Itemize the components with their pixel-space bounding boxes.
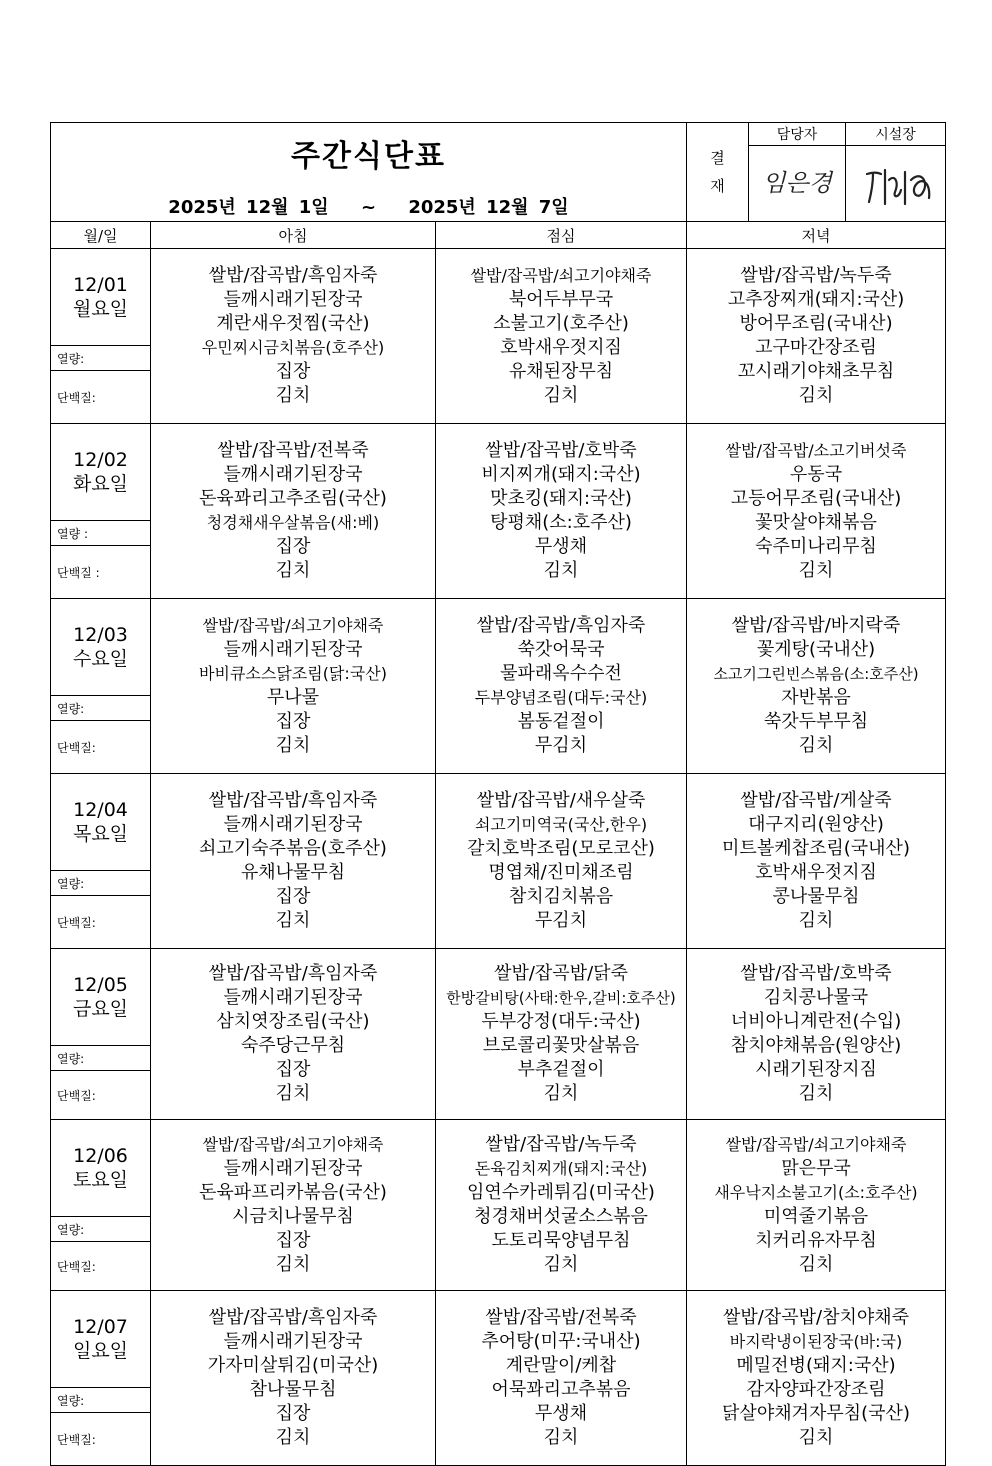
- day-date: 12/02: [73, 449, 128, 471]
- breakfast-menu-item: 김치: [275, 385, 311, 406]
- lunch-menu-item: 참치김치볶음: [508, 886, 614, 907]
- approval-label-1: 결: [710, 149, 725, 167]
- breakfast-menu-item: 우민찌시금치볶음(호주산): [201, 338, 385, 357]
- lunch-menu-item: 계란말이/케찹: [505, 1355, 617, 1376]
- dinner-menu-item: 참치야채볶음(원양산): [730, 1035, 902, 1056]
- dinner-menu-item: 미트볼케찹조림(국내산): [722, 838, 910, 859]
- dinner-menu-item: 우동국: [789, 464, 843, 485]
- dinner-menu-item: 꽃게탕(국내산): [756, 639, 876, 660]
- approval-label: [687, 123, 749, 222]
- day-date: 12/06: [73, 1145, 128, 1167]
- lunch-menu-item: 쌀밥/잡곡밥/녹두죽: [485, 1134, 637, 1155]
- role-manager: 담당자: [749, 123, 846, 146]
- breakfast-menu-item: 들깨시래기된장국: [223, 289, 363, 310]
- breakfast-menu-item: 계란새우젓찜(국산): [216, 313, 370, 334]
- lunch-menu-cell: [436, 599, 687, 774]
- dinner-menu-item: 호박새우젓지짐: [755, 862, 877, 883]
- dinner-menu-item: 김치: [798, 560, 834, 581]
- lunch-menu-item: 맛초킹(돼지:국산): [490, 488, 632, 509]
- breakfast-menu-cell: [151, 1291, 436, 1466]
- col-date: 월/일: [51, 222, 151, 249]
- lunch-menu-cell: [436, 249, 687, 424]
- breakfast-menu-item: 김치: [275, 1083, 311, 1104]
- breakfast-menu-cell: [151, 774, 436, 949]
- lunch-menu-cell: [436, 424, 687, 599]
- lunch-menu-item: 비지찌개(돼지:국산): [481, 464, 641, 485]
- approval-label-2: 재: [710, 177, 725, 195]
- day-date-cell: [51, 424, 151, 521]
- manager-signature: [749, 146, 846, 222]
- dinner-menu-cell: [687, 774, 946, 949]
- protein-label: 단백질:: [51, 1071, 151, 1120]
- breakfast-menu-item: 쌀밥/잡곡밥/흑임자죽: [208, 790, 378, 811]
- dinner-menu-item: 콩나물무침: [772, 886, 860, 907]
- lunch-menu-item: 부추겉절이: [517, 1059, 605, 1080]
- day-weekday: 화요일: [72, 473, 129, 495]
- breakfast-menu-item: 가자미살튀김(미국산): [207, 1355, 379, 1376]
- day-date-cell: [51, 599, 151, 696]
- period-start: 2025년 12월 1일: [168, 197, 329, 218]
- dinner-menu-item: 쌀밥/잡곡밥/녹두죽: [740, 265, 892, 286]
- dinner-menu-item: 꼬시래기야채초무침: [737, 361, 895, 382]
- lunch-menu-item: 임연수카레튀김(미국산): [467, 1182, 655, 1203]
- dinner-menu-item: 메밀전병(돼지:국산): [736, 1355, 896, 1376]
- breakfast-menu-item: 쌀밥/잡곡밥/전복죽: [217, 440, 369, 461]
- breakfast-menu-item: 참나물무침: [249, 1379, 337, 1400]
- breakfast-menu-item: 들깨시래기된장국: [223, 1331, 363, 1352]
- breakfast-menu-item: 쌀밥/잡곡밥/쇠고기야채죽: [202, 616, 384, 635]
- breakfast-menu-item: 돈육파프리카볶음(국산): [199, 1182, 387, 1203]
- dinner-menu-item: 김치: [798, 1083, 834, 1104]
- calorie-label: 열량 :: [51, 521, 151, 546]
- lunch-menu-item: 유채된장무침: [508, 361, 614, 382]
- breakfast-menu-item: 집장: [275, 1403, 311, 1424]
- lunch-menu-item: 소불고기(호주산): [493, 313, 629, 334]
- dinner-menu-item: 쌀밥/잡곡밥/참치야채죽: [723, 1307, 910, 1328]
- lunch-menu-item: 무김치: [534, 735, 588, 756]
- lunch-menu-cell: [436, 1120, 687, 1291]
- calorie-label: 열량:: [51, 1217, 151, 1242]
- day-date-cell: [51, 1120, 151, 1217]
- director-signature: [846, 146, 946, 222]
- day-date: 12/07: [73, 1316, 128, 1338]
- day-date-cell: [51, 774, 151, 871]
- day-date: 12/01: [73, 274, 128, 296]
- dinner-menu-item: 맑은무국: [781, 1158, 851, 1179]
- dinner-menu-item: 바지락냉이된장국(바:국): [729, 1332, 903, 1351]
- col-dinner: 저녁: [687, 222, 946, 249]
- breakfast-menu-item: 숙주당근무침: [240, 1035, 346, 1056]
- dinner-menu-item: 닭살야채겨자무침(국산): [722, 1403, 910, 1424]
- day-row: [51, 774, 946, 871]
- lunch-menu-item: 쌀밥/잡곡밥/호박죽: [485, 440, 637, 461]
- lunch-menu-item: 도토리묵양념무침: [491, 1230, 631, 1251]
- day-row: [51, 424, 946, 521]
- breakfast-menu-item: 무나물: [266, 687, 320, 708]
- dinner-menu-item: 새우낙지소불고기(소:호주산): [714, 1183, 918, 1202]
- svg-text:임은경: 임은경: [762, 168, 832, 197]
- breakfast-menu-item: 청경채새우살볶음(새:베): [206, 513, 380, 532]
- breakfast-menu-item: 들깨시래기된장국: [223, 1158, 363, 1179]
- lunch-menu-item: 김치: [543, 1254, 579, 1275]
- menu-period: [51, 193, 686, 219]
- breakfast-menu-item: 들깨시래기된장국: [223, 639, 363, 660]
- breakfast-menu-item: 집장: [275, 1059, 311, 1080]
- lunch-menu-item: 두부강정(대두:국산): [481, 1011, 641, 1032]
- dinner-menu-item: 김치: [798, 735, 834, 756]
- breakfast-menu-item: 집장: [275, 886, 311, 907]
- lunch-menu-item: 쇠고기미역국(국산,한우): [474, 815, 648, 834]
- dinner-menu-item: 미역줄기볶음: [763, 1206, 869, 1227]
- dinner-menu-item: 쌀밥/잡곡밥/호박죽: [740, 963, 892, 984]
- breakfast-menu-cell: [151, 599, 436, 774]
- breakfast-menu-item: 쌀밥/잡곡밥/흑임자죽: [208, 963, 378, 984]
- protein-label: 단백질:: [51, 896, 151, 949]
- dinner-menu-item: 쌀밥/잡곡밥/바지락죽: [731, 615, 901, 636]
- period-separator: ~: [360, 197, 377, 218]
- lunch-menu-item: 한방갈비탕(사태:한우,갈비:호주산): [446, 989, 676, 1007]
- weekly-menu-table: [50, 122, 946, 1466]
- breakfast-menu-item: 김치: [275, 910, 311, 931]
- breakfast-menu-cell: [151, 249, 436, 424]
- breakfast-menu-cell: [151, 1120, 436, 1291]
- lunch-menu-item: 북어두부무국: [508, 289, 614, 310]
- lunch-menu-item: 김치: [543, 385, 579, 406]
- dinner-menu-item: 김치: [798, 910, 834, 931]
- breakfast-menu-item: 집장: [275, 711, 311, 732]
- dinner-menu-item: 김치: [798, 1427, 834, 1448]
- lunch-menu-item: 호박새우젓지짐: [500, 337, 622, 358]
- day-row: [51, 1291, 946, 1388]
- breakfast-menu-item: 시금치나물무침: [232, 1206, 354, 1227]
- day-row: [51, 949, 946, 1046]
- lunch-menu-item: 물파래옥수수전: [500, 663, 622, 684]
- day-date-cell: [51, 949, 151, 1046]
- breakfast-menu-item: 쇠고기숙주볶음(호주산): [199, 838, 387, 859]
- breakfast-menu-item: 김치: [275, 735, 311, 756]
- breakfast-menu-item: 쌀밥/잡곡밥/쇠고기야채죽: [202, 1135, 384, 1154]
- breakfast-menu-item: 들깨시래기된장국: [223, 814, 363, 835]
- lunch-menu-cell: [436, 1291, 687, 1466]
- lunch-menu-item: 김치: [543, 1083, 579, 1104]
- lunch-menu-item: 쌀밥/잡곡밥/전복죽: [485, 1307, 637, 1328]
- breakfast-menu-item: 돈육꽈리고추조림(국산): [199, 488, 387, 509]
- lunch-menu-item: 청경채버섯굴소스볶음: [474, 1206, 648, 1227]
- lunch-menu-item: 돈육김치찌개(돼지:국산): [474, 1159, 648, 1178]
- breakfast-menu-item: 유채나물무침: [240, 862, 346, 883]
- day-weekday: 일요일: [72, 1340, 129, 1362]
- lunch-menu-item: 무생채: [534, 1403, 588, 1424]
- breakfast-menu-item: 집장: [275, 1230, 311, 1251]
- dinner-menu-item: 꽃맛살야채볶음: [755, 512, 877, 533]
- manager-signature-image: [752, 157, 842, 207]
- day-weekday: 금요일: [72, 998, 129, 1020]
- lunch-menu-item: 명엽채/진미채조림: [488, 862, 634, 883]
- dinner-menu-item: 김치콩나물국: [763, 987, 869, 1008]
- dinner-menu-cell: [687, 1291, 946, 1466]
- dinner-menu-item: 소고기그린빈스볶음(소:호주산): [713, 665, 919, 683]
- day-date: 12/04: [73, 799, 128, 821]
- dinner-menu-item: 너비아니계란전(수입): [730, 1011, 902, 1032]
- page-title: 주간식단표: [291, 139, 446, 174]
- dinner-menu-item: 고등어무조림(국내산): [730, 488, 902, 509]
- dinner-menu-item: 감자양파간장조림: [746, 1379, 886, 1400]
- dinner-menu-item: 김치: [798, 385, 834, 406]
- dinner-menu-item: 쌀밥/잡곡밥/게살죽: [740, 790, 892, 811]
- period-end: 2025년 12월 7일: [408, 197, 569, 218]
- lunch-menu-item: 무김치: [534, 910, 588, 931]
- breakfast-menu-cell: [151, 424, 436, 599]
- calorie-label: 열량:: [51, 1046, 151, 1071]
- calorie-label: 열량:: [51, 346, 151, 371]
- breakfast-menu-item: 김치: [275, 560, 311, 581]
- dinner-menu-cell: [687, 949, 946, 1120]
- dinner-menu-cell: [687, 249, 946, 424]
- breakfast-menu-item: 들깨시래기된장국: [223, 464, 363, 485]
- dinner-menu-item: 방어무조림(국내산): [739, 313, 893, 334]
- lunch-menu-item: 브로콜리꽃맛살볶음: [482, 1035, 640, 1056]
- dinner-menu-item: 시래기된장지짐: [755, 1059, 877, 1080]
- day-date-cell: [51, 1291, 151, 1388]
- lunch-menu-item: 김치: [543, 1427, 579, 1448]
- lunch-menu-item: 어묵꽈리고추볶음: [491, 1379, 631, 1400]
- calorie-label: 열량:: [51, 696, 151, 721]
- dinner-menu-item: 쌀밥/잡곡밥/소고기버섯죽: [725, 441, 907, 460]
- day-date: 12/03: [73, 624, 128, 646]
- breakfast-menu-item: 김치: [275, 1254, 311, 1275]
- calorie-label: 열량:: [51, 1388, 151, 1413]
- lunch-menu-item: 쌀밥/잡곡밥/흑임자죽: [476, 615, 646, 636]
- calorie-label: 열량:: [51, 871, 151, 896]
- lunch-menu-item: 쌀밥/잡곡밥/새우살죽: [476, 790, 646, 811]
- day-weekday: 수요일: [72, 648, 129, 670]
- protein-label: 단백질:: [51, 1242, 151, 1291]
- lunch-menu-item: 쌀밥/잡곡밥/닭죽: [494, 963, 628, 984]
- breakfast-menu-item: 집장: [275, 361, 311, 382]
- lunch-menu-item: 추어탕(미꾸:국내산): [481, 1331, 641, 1352]
- dinner-menu-cell: [687, 599, 946, 774]
- breakfast-menu-cell: [151, 949, 436, 1120]
- protein-label: 단백질:: [51, 371, 151, 424]
- breakfast-menu-item: 쌀밥/잡곡밥/흑임자죽: [208, 265, 378, 286]
- dinner-menu-item: 대구지리(원양산): [748, 814, 884, 835]
- day-row: [51, 1120, 946, 1217]
- lunch-menu-item: 봄동겉절이: [517, 711, 605, 732]
- dinner-menu-item: 숙주미나리무침: [755, 536, 877, 557]
- breakfast-menu-item: 들깨시래기된장국: [223, 987, 363, 1008]
- breakfast-menu-item: 집장: [275, 536, 311, 557]
- lunch-menu-item: 쌀밥/잡곡밥/쇠고기야채죽: [470, 266, 652, 285]
- dinner-menu-cell: [687, 424, 946, 599]
- lunch-menu-cell: [436, 949, 687, 1120]
- dinner-menu-item: 쑥갓두부무침: [763, 711, 869, 732]
- lunch-menu-item: 김치: [543, 560, 579, 581]
- day-weekday: 토요일: [72, 1169, 129, 1191]
- breakfast-menu-item: 삼치엿장조림(국산): [216, 1011, 370, 1032]
- dinner-menu-item: 고추장찌개(돼지:국산): [727, 289, 905, 310]
- day-row: [51, 249, 946, 346]
- lunch-menu-item: 무생채: [534, 536, 588, 557]
- dinner-menu-item: 치커리유자무침: [755, 1230, 877, 1251]
- breakfast-menu-item: 쌀밥/잡곡밥/흑임자죽: [208, 1307, 378, 1328]
- lunch-menu-item: 쑥갓어묵국: [517, 639, 605, 660]
- day-date-cell: [51, 249, 151, 346]
- protein-label: 단백질:: [51, 721, 151, 774]
- lunch-menu-item: 갈치호박조림(모로코산): [467, 838, 655, 859]
- role-director: 시설장: [846, 123, 946, 146]
- day-row: [51, 599, 946, 696]
- protein-label: 단백질 :: [51, 546, 151, 599]
- dinner-menu-item: 고구마간장조림: [755, 337, 877, 358]
- protein-label: 단백질:: [51, 1413, 151, 1466]
- day-date: 12/05: [73, 974, 128, 996]
- breakfast-menu-item: 바비큐소스닭조림(닭:국산): [199, 664, 387, 683]
- lunch-menu-cell: [436, 774, 687, 949]
- dinner-menu-cell: [687, 1120, 946, 1291]
- day-weekday: 목요일: [72, 823, 129, 845]
- column-header-row: [51, 222, 946, 249]
- breakfast-menu-item: 김치: [275, 1427, 311, 1448]
- director-signature-image: [851, 152, 941, 212]
- day-rows: [51, 249, 946, 1466]
- title-cell: [51, 123, 687, 222]
- lunch-menu-item: 두부양념조림(대두:국산): [474, 688, 648, 707]
- dinner-menu-item: 김치: [798, 1254, 834, 1275]
- col-breakfast: 아침: [151, 222, 436, 249]
- dinner-menu-item: 쌀밥/잡곡밥/쇠고기야채죽: [725, 1135, 907, 1154]
- lunch-menu-item: 탕평채(소:호주산): [490, 512, 632, 533]
- col-lunch: 점심: [436, 222, 687, 249]
- dinner-menu-item: 자반볶음: [781, 687, 851, 708]
- day-weekday: 월요일: [72, 298, 129, 320]
